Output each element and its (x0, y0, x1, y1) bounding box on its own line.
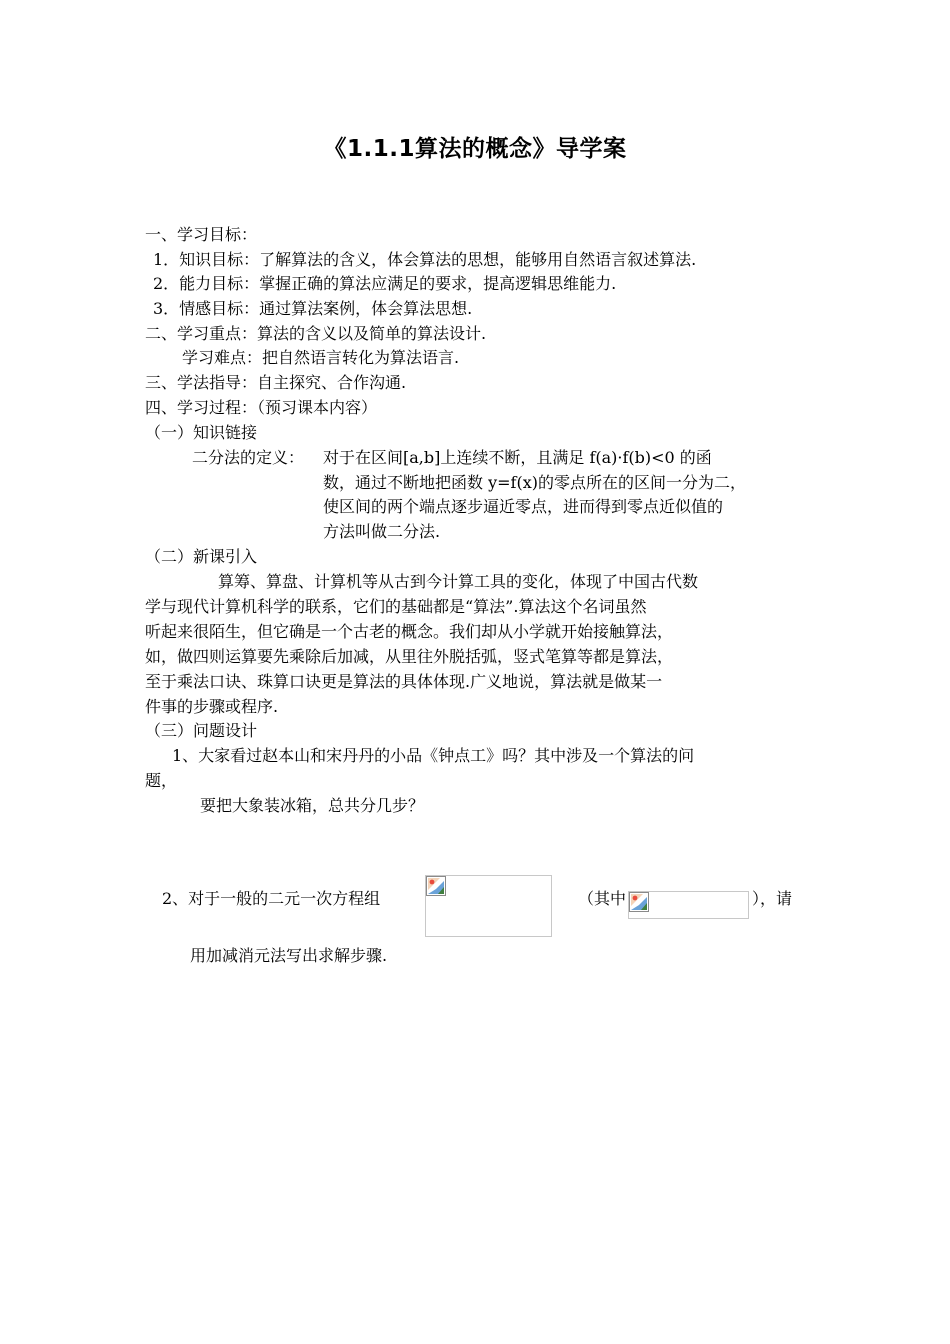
goal-emotion: 3．情感目标：通过算法案例，体会算法思想. (153, 299, 473, 318)
question-2-line-2: 用加减消元法写出求解步骤. (190, 946, 388, 965)
intro-line-2: 学与现代计算机科学的联系，它们的基础都是“算法”.算法这个名词虽然 (145, 597, 647, 616)
intro-line-3: 听起来很陌生，但它确是一个古老的概念。我们却从小学就开始接触算法， (145, 622, 674, 641)
intro-line-6: 件事的步骤或程序. (145, 697, 279, 716)
intro-line-5: 至于乘法口诀、珠算口诀更是算法的具体体现.广义地说，算法就是做某一 (145, 672, 663, 691)
coefficient-condition-image (628, 891, 749, 919)
section-3-method: 三、学法指导：自主探究、合作沟通. (145, 373, 407, 392)
question-1-line-1: 1、大家看过赵本山和宋丹丹的小品《钟点工》吗？其中涉及一个算法的问 (172, 746, 695, 765)
broken-image-icon (629, 892, 649, 912)
intro-line-1: 算筹、算盘、计算机等从古到今计算工具的变化，体现了中国古代数 (218, 572, 699, 591)
subsection-problem-design: （三）问题设计 (145, 721, 258, 740)
subsection-knowledge-link: （一）知识链接 (145, 423, 258, 442)
equation-system-image (425, 875, 552, 937)
goal-knowledge: 1．知识目标：了解算法的含义，体会算法的思想，能够用自然语言叙述算法. (153, 250, 697, 269)
question-1-line-2: 题， (145, 771, 178, 790)
page-title: 《1.1.1算法的概念》导学案 (323, 136, 627, 162)
bisection-line-4: 方法叫做二分法. (323, 522, 441, 541)
intro-line-4: 如，做四则运算要先乘除后加减，从里往外脱括弧，竖式笔算等都是算法， (145, 647, 674, 666)
bisection-line-2: 数，通过不断地把函数 y=f(x)的零点所在的区间一分为二， (323, 473, 746, 492)
bisection-line-3: 使区间的两个端点逐步逼近零点，进而得到零点近似值的 (323, 497, 724, 516)
section-2-key-points: 二、学习重点：算法的含义以及简单的算法设计. (145, 324, 487, 343)
question-1-line-3: 要把大象装冰箱，总共分几步？ (200, 796, 425, 815)
question-2-part-c: ），请 (752, 889, 793, 908)
goal-ability: 2．能力目标：掌握正确的算法应满足的要求，提高逻辑思维能力. (153, 274, 617, 293)
bisection-line-1: 对于在区间[a,b]上连续不断，且满足 f(a)·f(b)<0 的函 (323, 448, 712, 467)
question-2-part-b: （其中 (578, 889, 627, 908)
bisection-label: 二分法的定义： (192, 448, 305, 467)
subsection-new-lesson: （二）新课引入 (145, 547, 258, 566)
section-4-process: 四、学习过程：（预习课本内容） (145, 398, 378, 417)
section-1-heading: 一、学习目标： (145, 225, 258, 244)
broken-image-icon (426, 876, 446, 896)
section-2-difficulty: 学习难点：把自然语言转化为算法语言. (182, 348, 460, 367)
question-2-part-a: 2、对于一般的二元一次方程组 (162, 889, 381, 908)
